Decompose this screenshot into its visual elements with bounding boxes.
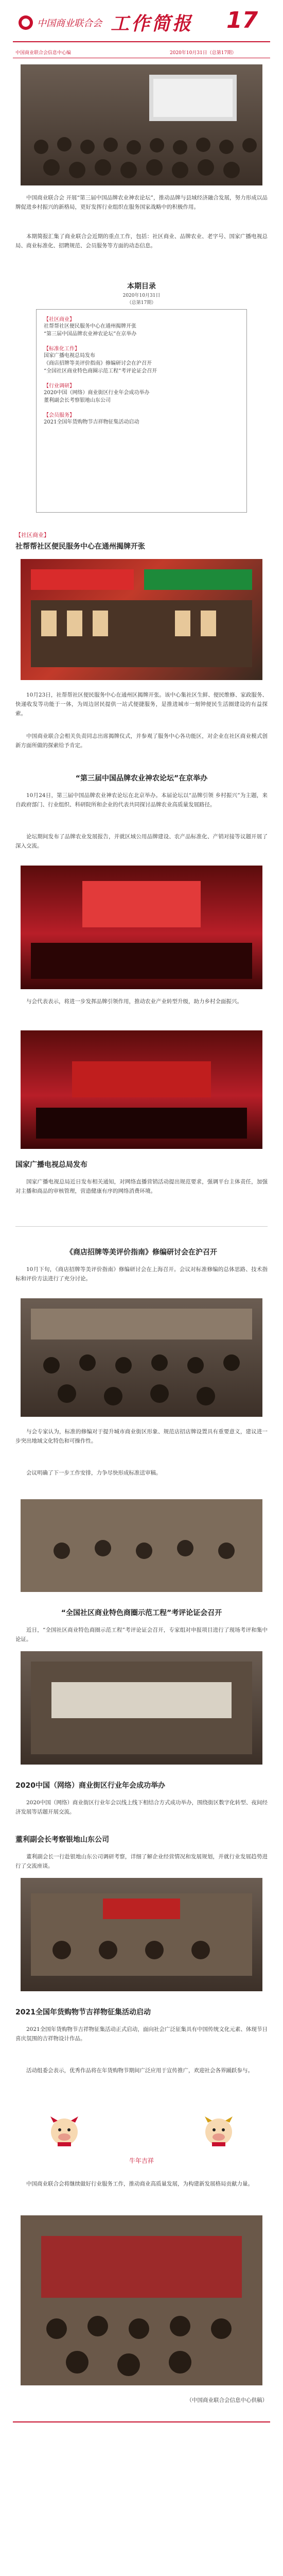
mascot-cow-illustration xyxy=(46,2112,82,2150)
toc-item[interactable]: 董利副会长考察银地山东公司 xyxy=(44,398,111,403)
toc-section xyxy=(44,411,239,426)
article-paragraph: 与会代表表示，将进一步发挥品牌引领作用，推动农业产业转型升级，助力乡村全面振兴。 xyxy=(26,998,242,1005)
logo-text: 中国商业联合会 xyxy=(37,18,102,29)
toc-category: 【会员服务】 xyxy=(44,413,75,418)
article-photo xyxy=(21,866,262,989)
article-photo xyxy=(21,1878,262,1991)
article-paragraph: 近日，“全国社区商业特色商圈示范工程”考评论证会召开，专家组对申报项目进行了现场考评和集中论证。 xyxy=(15,1627,268,1642)
article-photo xyxy=(21,1499,262,1592)
masthead-logo xyxy=(15,11,103,34)
article-photo xyxy=(21,1030,262,1149)
toc-item[interactable]: 2020中国（网络）商业街区行业年会成功举办 xyxy=(44,390,150,396)
toc-category: 【标准化工作】 xyxy=(44,346,80,352)
toc-issue-note: （总第17期） xyxy=(127,300,156,306)
toc-item[interactable]: “第三届中国品牌农业神农论坛”在京举办 xyxy=(44,331,137,337)
article-title: 社帮帮社区便民服务中心在通州揭牌开张 xyxy=(15,543,145,551)
intro-paragraph-2: 本期简报汇集了商业联合会近期的重点工作，包括：社区商业、品牌农业、老字号、国家广播电视总局、商业标准化、招聘规范、会员服务等方面的动态信息。 xyxy=(15,233,268,249)
toc-item[interactable]: 2021全国年货购物节吉祥物征集活动启动 xyxy=(44,419,139,425)
toc-section xyxy=(44,315,239,338)
article-paragraph: 2020中国（网络）商业街区行业年会以线上线下相结合方式成功举办，围绕街区数字化转型、夜间经济发展等话题开展交流。 xyxy=(15,1800,268,1815)
article-photo xyxy=(21,1298,262,1417)
toc-item[interactable]: 社帮帮社区便民服务中心在通州揭牌开张 xyxy=(44,324,136,329)
toc-category: 【社区商业】 xyxy=(44,317,75,323)
article-title: “全国社区商业特色商圈示范工程”考评论证会召开 xyxy=(61,1609,222,1617)
article-title: “第三届中国品牌农业神农论坛”在京举办 xyxy=(75,774,208,783)
article-title: 董利副会长考察银地山东公司 xyxy=(15,1836,109,1844)
article-title: 《商店招牌等美评价指南》修编研讨会在沪召开 xyxy=(66,1248,217,1257)
article-paragraph: 10月24日，第三届中国品牌农业神农论坛在北京举办。本届论坛以“品牌引领 乡村振兴”为主题，来自政府部门、行业组织、科研院所和企业的代表共同探讨品牌农业高质量发展路径。 xyxy=(15,792,268,808)
article-photo xyxy=(21,2215,262,2385)
masthead-rule xyxy=(13,41,270,42)
article-paragraph: 中国商业联合会相关负责同志出席揭牌仪式，并参观了服务中心各功能区，对企业在社区商业模式创新方面所做的探索给予肯定。 xyxy=(15,733,268,749)
divider xyxy=(15,1226,268,1227)
article-paragraph: 会议明确了下一步工作安排，力争尽快形成标准送审稿。 xyxy=(26,1470,162,1476)
mascot-cow-illustration xyxy=(201,2112,237,2150)
masthead-date: 2020年10月31日（总第17期） xyxy=(170,50,237,56)
masthead-title: 工作简报 xyxy=(111,13,193,35)
article-paragraph: 论坛期间发布了品牌农业发展报告，并就区域公用品牌建设、农产品标准化、产销对接等议题开展了深入交流。 xyxy=(15,834,268,849)
hero-photo xyxy=(21,64,262,185)
footer-rule xyxy=(13,2421,270,2422)
article-paragraph: 董利副会长一行赴银地山东公司调研考察，详细了解企业经营情况和发展规划，并就行业发展趋势进行了交流座谈。 xyxy=(15,1854,268,1869)
article-paragraph: 活动组委会表示，优秀作品将在年货购物节期间广泛应用于宣传推广，欢迎社会各界踊跃参与。 xyxy=(26,2067,253,2074)
article-paragraph: 10月下旬，《商店招牌等美评价指南》修编研讨会在上海召开。会议对标准修编的总体思路、技术指标和评价方法进行了充分讨论。 xyxy=(15,1266,268,1282)
toc-date: 2020年10月31日 xyxy=(122,293,161,298)
toc-item[interactable]: 《商店招牌等美评价指南》修编研讨会在沪召开 xyxy=(44,361,152,366)
footer-credit: （中国商业联合会信息中心供稿） xyxy=(186,2397,268,2403)
intro-paragraph-1: 中国商业联合会 开展“第三届中国品牌农业神农论坛”，推动品牌与县域经济融合发展，努力形成以品牌促进乡村振兴的新格局，更好发挥行业组织在服务国家战略中的积极作用。 xyxy=(15,195,268,210)
issue-number: 17 xyxy=(226,7,258,33)
article-paragraph: 10月23日，社帮帮社区便民服务中心在通州区揭牌开张。该中心集社区生鲜、便民维修、家政服务、快递收发等功能于一体，为周边居民提供一站式便捷服务，是推进城市一刻钟便民生活圈建设的有益探索。 xyxy=(15,692,268,717)
article-photo xyxy=(21,1651,262,1765)
toc-section xyxy=(44,381,239,404)
toc-box xyxy=(36,309,247,513)
article-paragraph: 2021全国年货购物节吉祥物征集活动正式启动，面向社会广泛征集具有中国传统文化元素、体现节日喜庆氛围的吉祥物设计作品。 xyxy=(15,2026,268,2042)
toc-heading: 本期目录 xyxy=(127,282,156,291)
masthead-org: 中国商业联合会信息中心编 xyxy=(15,50,72,56)
article-paragraph: 与会专家认为，标准的修编对于提升城市商业街区形象、规范店招店牌设置具有重要意义，建议进一步突出地域文化特色和可操作性。 xyxy=(15,1429,268,1444)
article-photo xyxy=(21,559,262,680)
article-title: 国家广播电视总局发布 xyxy=(15,1161,87,1169)
toc-item[interactable]: “全国社区商业特色商圈示范工程”考评论证会召开 xyxy=(44,368,157,374)
footer-paragraph: 中国商业联合会将继续做好行业服务工作，推动商业高质量发展，为构建新发展格局贡献力量。 xyxy=(26,2181,253,2187)
mascot-caption: 牛年吉祥 xyxy=(129,2157,154,2164)
toc-item[interactable]: 国家广播电视总局发布 xyxy=(44,353,95,359)
toc-category: 【行业调研】 xyxy=(44,383,75,389)
toc-section xyxy=(44,344,239,375)
article-paragraph: 国家广播电视总局近日发布相关通知，对网络直播营销活动提出规范要求，强调平台主体责任，加强对主播和商品的审核管理，营造健康有序的网络消费环境。 xyxy=(15,1179,268,1194)
article-category-tag: 【社区商业】 xyxy=(15,532,49,538)
article-title: 2021全国年货购物节吉祥物征集活动启动 xyxy=(15,2008,151,2016)
article-title: 2020中国（网络）商业街区行业年会成功举办 xyxy=(15,1782,165,1790)
